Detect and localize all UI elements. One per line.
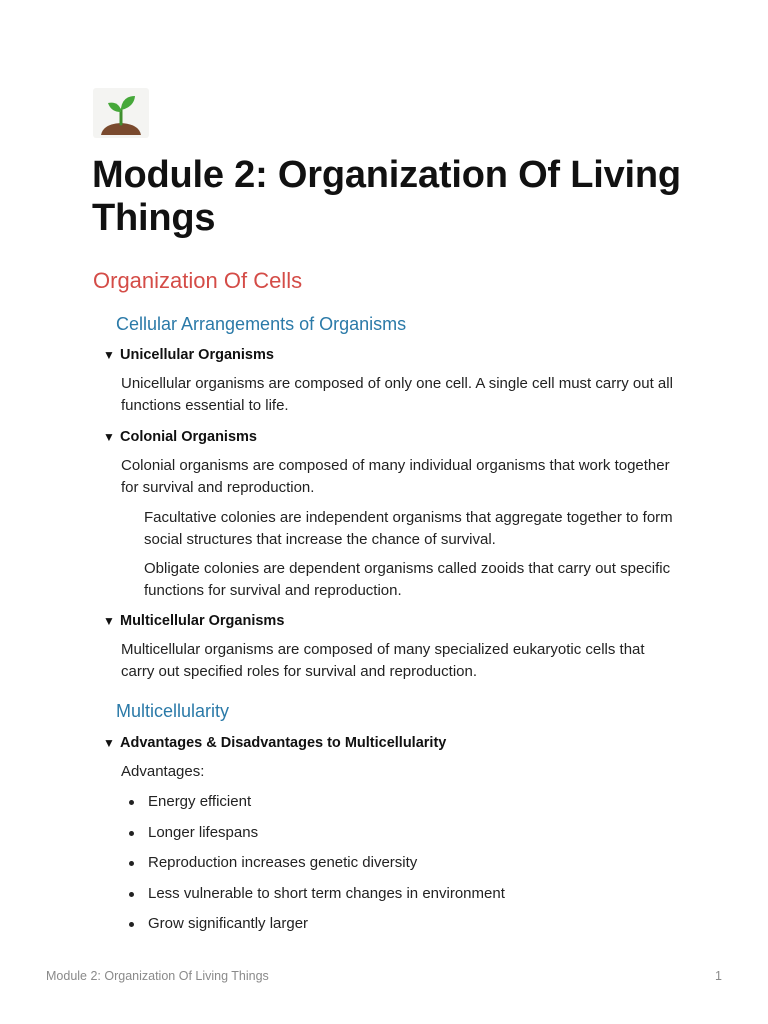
list-item: Reproduction increases genetic diversity bbox=[121, 851, 505, 882]
toggle-label: Unicellular Organisms bbox=[120, 347, 274, 363]
toggle-advantages-disadvantages[interactable] bbox=[103, 733, 446, 753]
paragraph-unicellular: Unicellular organisms are composed of only one cell. A single cell must carry out all functions essential to life. bbox=[121, 375, 673, 414]
triangle-down-icon[interactable]: ▼ bbox=[103, 614, 115, 628]
subsection-heading-arrangements: Cellular Arrangements of Organisms bbox=[116, 314, 407, 334]
bullet-icon bbox=[129, 922, 134, 927]
section-heading: Organization Of Cells bbox=[93, 268, 303, 293]
toggle-label: Advantages & Disadvantages to Multicellularity bbox=[120, 735, 447, 751]
paragraph-facultative: Facultative colonies are independent organisms that aggregate together to form social structures that increase the chance of survival. bbox=[144, 509, 673, 548]
list-item: Less vulnerable to short term changes in environment bbox=[121, 882, 505, 913]
toggle-label: Colonial Organisms bbox=[120, 429, 257, 445]
bullet-icon bbox=[129, 800, 134, 805]
list-item: Energy efficient bbox=[121, 790, 505, 821]
page-number: 1 bbox=[715, 969, 722, 983]
advantages-label: Advantages: bbox=[121, 763, 205, 780]
triangle-down-icon[interactable]: ▼ bbox=[103, 348, 115, 362]
paragraph-colonial: Colonial organisms are composed of many individual organisms that work together for survival and reproduction. bbox=[121, 457, 670, 496]
bullet-icon bbox=[129, 892, 134, 897]
toggle-multicellular[interactable] bbox=[103, 611, 284, 631]
toggle-label: Multicellular Organisms bbox=[120, 613, 285, 629]
triangle-down-icon[interactable]: ▼ bbox=[103, 736, 115, 750]
advantages-list bbox=[121, 790, 505, 943]
page-title: Module 2: Organization Of Living Things bbox=[92, 154, 681, 239]
paragraph-obligate: Obligate colonies are dependent organisms called zooids that carry out specific functions for survival and reproduction. bbox=[144, 560, 671, 599]
list-item: Longer lifespans bbox=[121, 821, 505, 852]
subsection-heading-multicellularity: Multicellularity bbox=[116, 701, 230, 721]
bullet-icon bbox=[129, 831, 134, 836]
toggle-colonial[interactable] bbox=[103, 427, 257, 447]
list-item: Grow significantly larger bbox=[121, 912, 505, 943]
seedling-icon bbox=[93, 88, 149, 138]
toggle-unicellular[interactable] bbox=[103, 345, 274, 365]
paragraph-multicellular: Multicellular organisms are composed of many specialized eukaryotic cells that carry out specified roles for survival and reproduction. bbox=[121, 641, 645, 680]
footer-title: Module 2: Organization Of Living Things bbox=[46, 969, 269, 983]
triangle-down-icon[interactable]: ▼ bbox=[103, 430, 115, 444]
bullet-icon bbox=[129, 861, 134, 866]
